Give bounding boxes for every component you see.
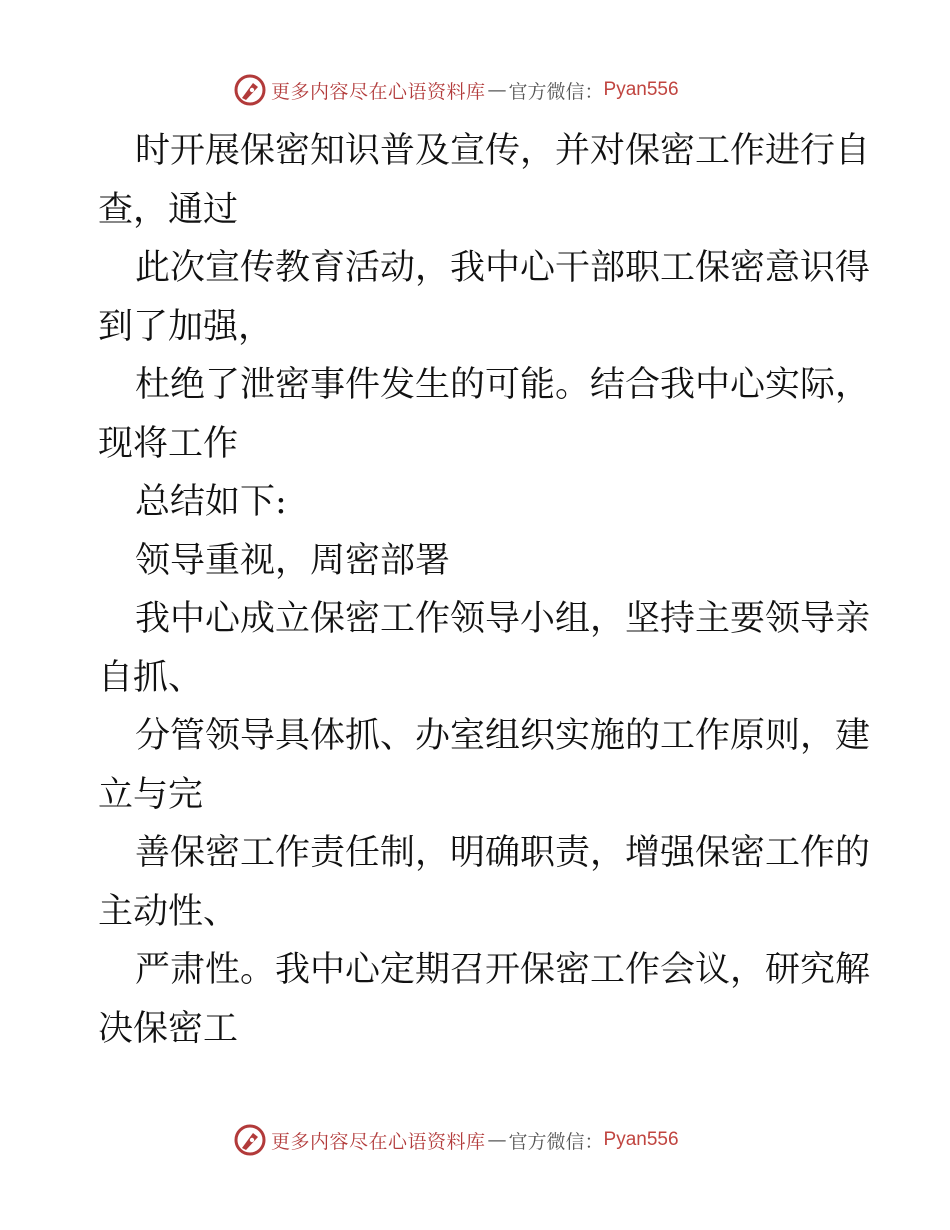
body-line: 现将工作: [98, 423, 239, 464]
banner-main-text: 更多内容尽在心语资料库: [271, 80, 486, 103]
document-body: [98, 122, 871, 1058]
body-line: 杜绝了泄密事件发生的可能。结合我中心实际，: [135, 365, 871, 405]
body-line: 主动性、: [98, 891, 239, 932]
body-line: 查，通过: [98, 189, 239, 230]
banner-main-text: 更多内容尽在心语资料库: [271, 1130, 486, 1153]
body-line: 立与完: [98, 774, 204, 815]
banner-wechat-label: 官方微信：: [508, 80, 604, 103]
body-line: 自抓、: [98, 657, 204, 698]
body-line: 分管领导具体抓、办室组织实施的工作原则，建: [135, 716, 871, 756]
body-line: 时开展保密知识普及宣传，并对保密工作进行自: [135, 131, 871, 171]
banner-wechat-label: 官方微信：: [508, 1130, 604, 1153]
banner-dash: —: [487, 1129, 507, 1151]
header-banner: [233, 72, 679, 108]
pen-nib-circle-icon: [233, 1123, 267, 1157]
body-line: 善保密工作责任制，明确职责，增强保密工作的: [135, 833, 871, 873]
body-line: 此次宣传教育活动，我中心干部职工保密意识得: [135, 248, 871, 288]
banner-wechat-id: Pyan556: [603, 1129, 679, 1150]
banner-dash: —: [487, 79, 507, 101]
body-line: 严肃性。我中心定期召开保密工作会议，研究解: [135, 950, 871, 990]
body-line: 总结如下:: [135, 482, 287, 522]
body-line: 我中心成立保密工作领导小组，坚持主要领导亲: [135, 599, 871, 639]
footer-banner: [233, 1122, 679, 1158]
pen-nib-circle-icon: [233, 73, 267, 107]
body-line: 决保密工: [98, 1008, 239, 1049]
banner-wechat-id: Pyan556: [603, 79, 679, 100]
body-line: 到了加强，: [98, 306, 274, 347]
section-heading: 领导重视，周密部署: [135, 540, 451, 581]
